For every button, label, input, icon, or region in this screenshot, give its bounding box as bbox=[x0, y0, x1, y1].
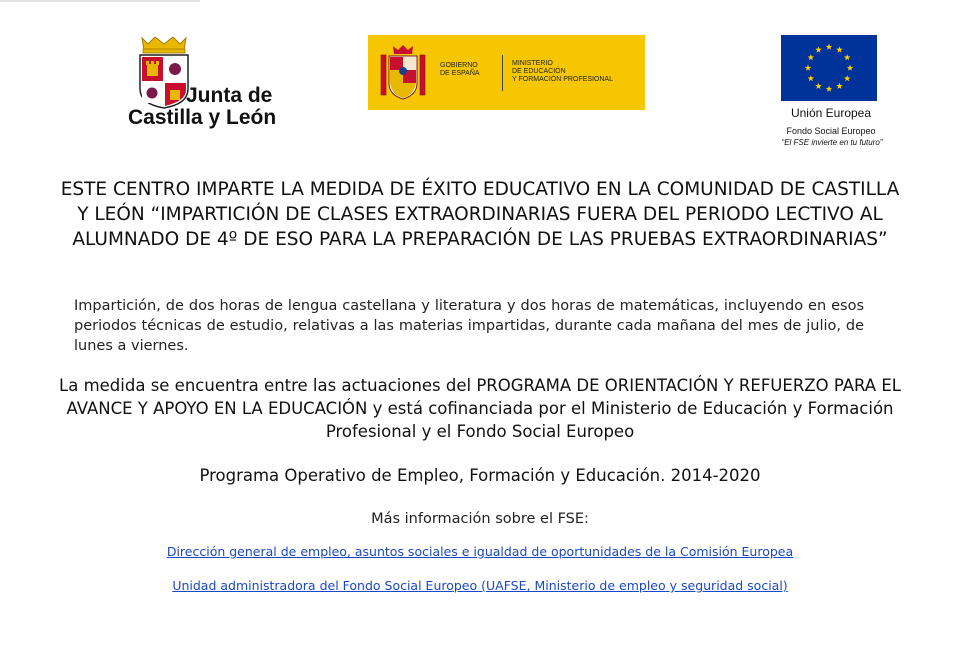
eu-star-icon bbox=[844, 75, 850, 81]
link-row-2 bbox=[40, 577, 920, 595]
eu-stars-icon bbox=[781, 35, 877, 101]
eu-star-icon bbox=[826, 86, 832, 92]
link-row-1 bbox=[40, 543, 920, 561]
eu-star-icon bbox=[826, 44, 832, 50]
jcyl-wordmark bbox=[128, 84, 277, 129]
measure-paragraph: La medida se encuentra entre las actuaciones del PROGRAMA DE ORIENTACIÓN Y REFUERZO PARA EL AVANCE Y APOYO EN LA EDUCACIÓN y está cofinanciada por el Ministerio de Educación y Formación Profesional y el Fondo Social Europeo bbox=[59, 376, 901, 441]
eu-logo bbox=[772, 35, 902, 150]
eu-star-icon bbox=[815, 46, 821, 52]
gobierno-label: GOBIERNO DE ESPAÑA bbox=[440, 62, 480, 77]
main-heading: ESTE CENTRO IMPARTE LA MEDIDA DE ÉXITO EDUCATIVO EN LA COMUNIDAD DE CASTILLA Y LEÓN “IMPARTICIÓN DE CLASES EXTRAORDINARIAS FUERA DEL PERIODO LECTIVO AL ALUMNADO DE 4º DE ESO PARA LA PREPARACIÓN DE LAS PRUEBAS EXTRAORDINARIAS” bbox=[60, 179, 900, 250]
eu-subtitle: Fondo Social Europeo bbox=[786, 126, 876, 136]
eu-star-icon bbox=[808, 75, 814, 81]
eu-title: Unión Europea bbox=[790, 106, 872, 120]
eu-flag-icon bbox=[781, 35, 877, 101]
more-info-label: Más información sobre el FSE: bbox=[371, 511, 589, 527]
eu-star-icon bbox=[836, 83, 842, 89]
jcyl-crown-shield-icon bbox=[136, 34, 192, 109]
programa-line: Programa Operativo de Empleo, Formación y Educación. 2014-2020 bbox=[199, 466, 761, 485]
link-uafse[interactable]: Unidad administradora del Fondo Social Europeo (UAFSE, Ministerio de empleo y seguridad social) bbox=[172, 578, 788, 593]
link-comision-europea[interactable]: Dirección general de empleo, asuntos sociales e igualdad de oportunidades de la Comisión Europea bbox=[166, 544, 794, 559]
gobierno-logo bbox=[368, 35, 645, 110]
intro-paragraph: Impartición, de dos horas de lengua castellana y literatura y dos horas de matemáticas, incluyendo en esos periodos técnicas de estudio, relativas a las materias impartidas, durante cada mañana del mes de julio, de lunes a viernes. bbox=[74, 298, 864, 354]
jcyl-line2: Castilla y León bbox=[128, 106, 277, 129]
eu-star-icon bbox=[815, 83, 821, 89]
jcyl-logo bbox=[128, 34, 288, 129]
eu-star-icon bbox=[844, 54, 850, 60]
eu-star-icon bbox=[805, 65, 811, 71]
eu-star-icon bbox=[808, 54, 814, 60]
jcyl-line1: Junta de bbox=[186, 84, 273, 107]
gobierno-divider bbox=[502, 55, 503, 91]
spain-coat-of-arms-icon bbox=[378, 43, 428, 103]
eu-motto: “El FSE invierte en tu futuro” bbox=[781, 138, 883, 147]
top-divider bbox=[0, 0, 200, 2]
eu-star-icon bbox=[847, 65, 853, 71]
eu-star-icon bbox=[836, 46, 842, 52]
ministerio-label: MINISTERIO DE EDUCACIÓN Y FORMACIÓN PROFESIONAL bbox=[512, 60, 613, 83]
